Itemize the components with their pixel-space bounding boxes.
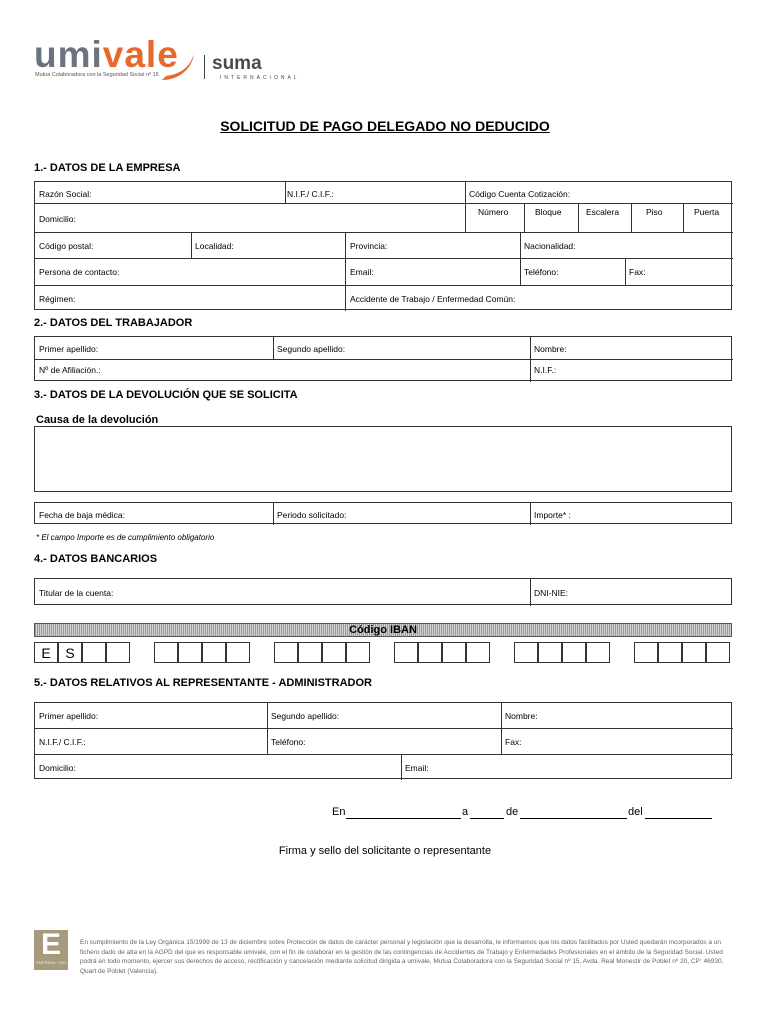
fecha-baja-label: Fecha de baja médica: xyxy=(39,510,125,520)
localidad-label: Localidad: xyxy=(195,241,234,251)
titular-label: Titular de la cuenta: xyxy=(39,588,114,598)
escalera-label: Escalera xyxy=(586,207,620,217)
firma-caption: Firma y sello del solicitante o representante xyxy=(278,845,492,857)
causa-devolucion-heading: Causa de la devolución xyxy=(36,414,159,426)
page-title: SOLICITUD DE PAGO DELEGADO NO DEDUCIDO xyxy=(220,118,550,134)
email-label: Email: xyxy=(350,267,374,277)
iban-cell[interactable] xyxy=(466,642,490,663)
nacionalidad-label: Nacionalidad: xyxy=(524,241,576,251)
rep-nif-label: N.I.F./ C.I.F.: xyxy=(39,737,86,747)
logo-tagline: Mutua Colaboradora con la Seguridad Social nº 15 xyxy=(35,72,159,78)
bloque-label: Bloque xyxy=(535,207,562,217)
suma-subtitle: INTERNACIONAL xyxy=(220,75,300,81)
rep-email-label: Email: xyxy=(405,763,429,773)
representative-box xyxy=(34,702,732,779)
sig-a: a xyxy=(462,806,469,818)
worker-nombre-label: Nombre: xyxy=(534,344,567,354)
iban-cell[interactable] xyxy=(178,642,202,663)
umivale-logo xyxy=(34,36,179,73)
worker-nif-label: N.I.F.: xyxy=(534,365,557,375)
certification-seal xyxy=(34,930,68,970)
periodo-label: Periodo solicitado: xyxy=(277,510,347,520)
iban-cell[interactable] xyxy=(418,642,442,663)
iban-cell[interactable] xyxy=(586,642,610,663)
suma-logo: suma xyxy=(212,53,262,74)
importe-label: Importe* : xyxy=(534,510,571,520)
company-data-box xyxy=(34,181,732,310)
iban-cell[interactable] xyxy=(682,642,706,663)
iban-cell[interactable] xyxy=(322,642,346,663)
iban-header: Código IBAN xyxy=(34,623,732,637)
fax-label: Fax: xyxy=(629,267,646,277)
sig-day-line[interactable] xyxy=(470,818,504,819)
logo-divider xyxy=(204,55,205,79)
persona-contacto-label: Persona de contacto: xyxy=(39,267,120,277)
privacy-footer: En cumplimiento de la Ley Orgánica 15/1999 de 13 de diciembre sobre Protección de datos de carácter personal y legislación que la desarrolla, le informamos que los datos facilitados por Usted quedarán incorporados a un fichero dado de alta en la AGPD del que es responsable umivale, con el fin de colaborar en la gestión de las contingencias de Accidentes de Trabajo y Enfermedades Profesionales en el ámbito de la Seguridad Social. Usted podrá en todo momento, ejercer sus derechos de acceso, rectificación y cancelación mediante solicitud dirigida a umivale, Mutua Colaboradora con la Seguridad Social nº 15, Avda. Real Monestir de Poblet nº 20, CP: 46930, Quart de Poblet (Valencia). xyxy=(80,939,724,975)
nif-cif-label: N.I.F./ C.I.F.: xyxy=(287,189,334,199)
iban-cell[interactable] xyxy=(298,642,322,663)
rep-fax-label: Fax: xyxy=(505,737,522,747)
section-4-heading: 4.- DATOS BANCARIOS xyxy=(34,553,158,565)
iban-cell[interactable] xyxy=(634,642,658,663)
puerta-label: Puerta xyxy=(694,207,720,217)
iban-cell[interactable] xyxy=(226,642,250,663)
domicilio-label: Domicilio: xyxy=(39,214,76,224)
section-5-heading: 5.- DATOS RELATIVOS AL REPRESENTANTE - ADMINISTRADOR xyxy=(34,677,372,689)
rep-nombre-label: Nombre: xyxy=(505,711,538,721)
iban-cell[interactable] xyxy=(562,642,586,663)
numero-label: Número xyxy=(478,207,509,217)
sig-year-line[interactable] xyxy=(645,818,712,819)
iban-cell[interactable] xyxy=(538,642,562,663)
dni-nie-label: DNI-NIE: xyxy=(534,588,568,598)
logo-brand-left: umi xyxy=(34,34,103,75)
devolucion-row-box xyxy=(34,502,732,524)
iban-cell-s[interactable]: S xyxy=(58,642,82,663)
codigo-cuenta-label: Código Cuenta Cotización: xyxy=(469,189,571,199)
seal-text: EMPRESA · ISO xyxy=(36,960,66,965)
iban-cell[interactable] xyxy=(442,642,466,663)
rep-apellido1-label: Primer apellido: xyxy=(39,711,99,721)
iban-cell[interactable] xyxy=(346,642,370,663)
seal-letter: E xyxy=(40,928,61,961)
causa-textarea[interactable] xyxy=(34,426,732,492)
razon-social-label: Razón Social: xyxy=(39,189,92,199)
section-3-heading: 3.- DATOS DE LA DEVOLUCIÓN QUE SE SOLICITA xyxy=(34,389,298,401)
iban-cell[interactable] xyxy=(706,642,730,663)
sig-month-line[interactable] xyxy=(520,818,627,819)
section-2-heading: 2.- DATOS DEL TRABAJADOR xyxy=(34,317,193,329)
rep-domicilio-label: Domicilio: xyxy=(39,763,76,773)
iban-cell[interactable] xyxy=(154,642,178,663)
codigo-postal-label: Código postal: xyxy=(39,241,94,251)
accidente-label: Accidente de Trabajo / Enfermedad Común: xyxy=(350,294,516,304)
iban-cell[interactable] xyxy=(394,642,418,663)
rep-apellido2-label: Segundo apellido: xyxy=(271,711,340,721)
piso-label: Piso xyxy=(646,207,663,217)
importe-note: * El campo Importe es de cumplimiento obligatorio xyxy=(36,533,215,542)
iban-cell[interactable] xyxy=(106,642,130,663)
afiliacion-label: Nº de Afiliación.: xyxy=(39,365,101,375)
iban-cell[interactable] xyxy=(274,642,298,663)
sig-de: de xyxy=(506,806,519,818)
swoosh-icon xyxy=(160,52,200,84)
iban-cell-e[interactable]: E xyxy=(34,642,58,663)
section-1-heading: 1.- DATOS DE LA EMPRESA xyxy=(34,162,181,174)
sig-en: En xyxy=(332,806,346,818)
worker-apellido2-label: Segundo apellido: xyxy=(277,344,346,354)
iban-cell[interactable] xyxy=(658,642,682,663)
iban-cell[interactable] xyxy=(514,642,538,663)
worker-apellido1-label: Primer apellido: xyxy=(39,344,99,354)
regimen-label: Régimen: xyxy=(39,294,76,304)
sig-place-line[interactable] xyxy=(346,818,461,819)
telefono-label: Teléfono: xyxy=(524,267,559,277)
bank-data-box xyxy=(34,578,732,605)
sig-del: del xyxy=(628,806,643,818)
iban-cell[interactable] xyxy=(82,642,106,663)
worker-data-box xyxy=(34,336,732,381)
iban-cell[interactable] xyxy=(202,642,226,663)
provincia-label: Provincia: xyxy=(350,241,388,251)
logo-brand-accent: vale xyxy=(102,34,179,75)
rep-telefono-label: Teléfono: xyxy=(271,737,306,747)
